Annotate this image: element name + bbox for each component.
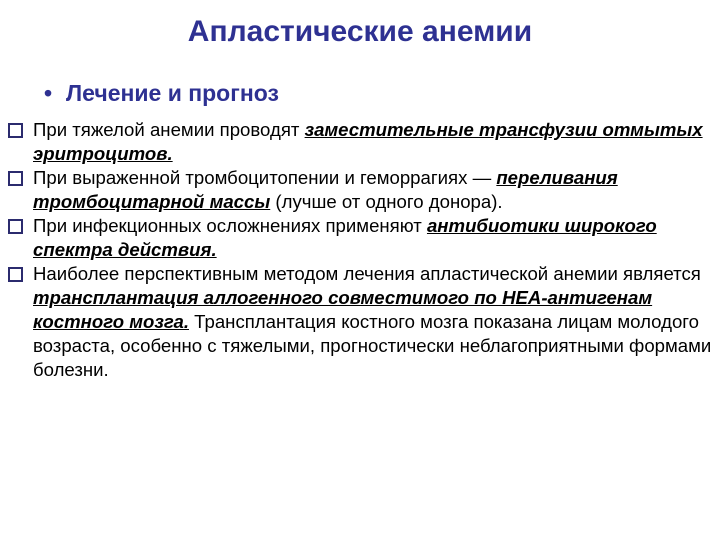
bullet-dot-icon: • <box>44 80 53 106</box>
subtitle-text: Лечение и прогноз <box>66 80 279 106</box>
list-item <box>6 214 714 262</box>
item-text: Наиболее перспективным методом лечения апластической анемии является <box>33 263 701 284</box>
item-text: При инфекционных осложнениях применяют <box>33 215 427 236</box>
checkbox-bullet-icon <box>8 171 23 186</box>
subtitle <box>44 80 279 108</box>
item-text-after: Трансплантация костного мозга показана лицам молодого возраста, особенно с тяжелыми, прогностически неблагоприятными формами болезни. <box>33 311 712 380</box>
item-text-after: (лучше от одного донора). <box>270 191 503 212</box>
item-emphasis: заместительные трансфузии отмытых эритроцитов. <box>33 119 703 164</box>
checkbox-bullet-icon <box>8 123 23 138</box>
slide-title: Апластические анемии <box>187 15 533 48</box>
item-text: При тяжелой анемии проводят <box>33 119 305 140</box>
list-item <box>6 166 714 214</box>
checkbox-bullet-icon <box>8 219 23 234</box>
item-emphasis: переливания тромбоцитарной массы <box>33 167 618 212</box>
list-item <box>6 118 714 166</box>
checkbox-bullet-icon <box>8 267 23 282</box>
item-emphasis: антибиотики широкого спектра действия. <box>33 215 657 260</box>
item-emphasis: трансплантация аллогенного совместимого по HEA-антигенам костного мозга. <box>33 287 653 332</box>
list-item <box>6 262 714 382</box>
item-text: При выраженной тромбоцитопении и геморрагиях — <box>33 167 497 188</box>
content-list <box>6 118 714 382</box>
